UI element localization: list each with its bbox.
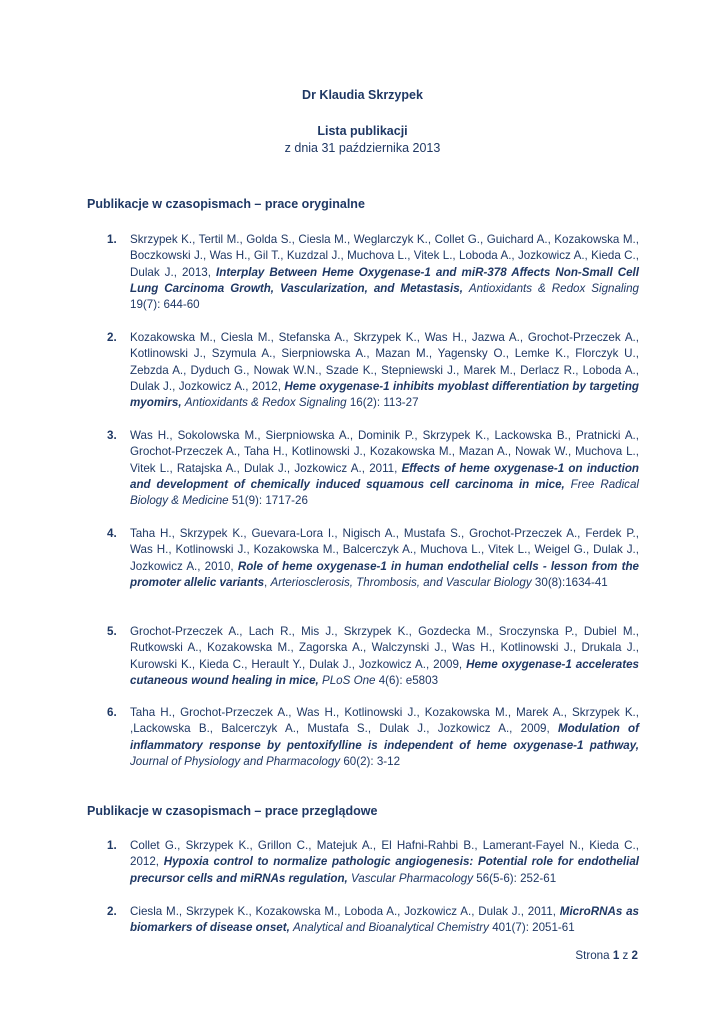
item-title: Interplay Between Heme Oxygenase-1 and miR-378 Affects Non-Small Cell Lung Carcinoma Growth, Vascularization, and Metastasis, <box>130 265 639 295</box>
item-citation: 16(2): 113-27 <box>349 396 419 410</box>
item-citation: 19(7): 644-60 <box>130 298 200 312</box>
item-title: Role of heme oxygenase-1 in human endothelial cells - lesson from the promoter allelic variants <box>130 559 640 589</box>
item-citation: 4(6): e5803 <box>378 673 439 687</box>
footer-label: Strona <box>575 949 610 962</box>
publication-item <box>107 428 639 509</box>
item-citation: 56(5-6): 252-61 <box>476 871 557 885</box>
item-number: 1. <box>107 839 117 852</box>
footer-total-pages: 2 <box>631 949 638 962</box>
author-name: Dr Klaudia Skrzypek <box>302 88 423 102</box>
item-authors: Skrzypek K., Tertil M., Golda S., Ciesla M., Weglarczyk K., Collet G., Guichard A., Kozakowska M., Boczkowski J., Was H., Gil T., Kuzdzal J., Muchova L., Vitek L., Loboda A., Jozkowicz A., Kieda C., Dulak J., 2013, <box>130 233 639 279</box>
item-title: Modulation of inflammatory response by pentoxifylline is independent of heme oxygenase-1 pathway, <box>130 722 639 752</box>
item-number: 2. <box>107 331 117 344</box>
item-citation: 401(7): 2051-61 <box>492 921 575 935</box>
item-journal: PLoS One <box>321 673 376 687</box>
item-title: Effects of heme oxygenase-1 on induction and development of chemically induced squamous cell carcinoma in mice, <box>130 461 639 491</box>
item-text <box>130 330 639 411</box>
item-journal: Free Radical Biology & Medicine <box>130 477 639 508</box>
item-number: 5. <box>107 625 117 638</box>
publication-item <box>107 838 639 887</box>
item-number: 6. <box>107 706 117 719</box>
footer-current-page: 1 <box>612 949 620 962</box>
publication-item <box>107 624 639 689</box>
item-text <box>130 624 639 689</box>
publication-item <box>107 526 639 591</box>
document-title: Lista publikacji <box>317 124 408 138</box>
item-authors: Grochot-Przeczek A., Lach R., Mis J., Skrzypek K., Gozdecka M., Sroczynska P., Dubiel M., Rutkowski A., Kozakowska M., Zagorska A., Walczynski J., Was H., Kotlinowski J., Drukala J., Kurowski K., Kieda C., Herault Y., Dulak J., Jozkowicz A., 2009, <box>130 625 639 671</box>
item-journal: Arteriosclerosis, Thrombosis, and Vascular Biology <box>270 575 532 589</box>
document-date: z dnia 31 października 2013 <box>284 141 441 155</box>
item-journal: Vascular Pharmacology <box>351 871 474 885</box>
item-text <box>130 428 639 509</box>
item-text <box>130 904 639 937</box>
item-number: 1. <box>107 233 117 246</box>
item-journal: Journal of Physiology and Pharmacology <box>130 754 341 768</box>
footer-separator: z <box>622 949 629 962</box>
publication-item <box>107 705 639 770</box>
section-heading-review: Publikacje w czasopismach – prace przeglądowe <box>87 804 378 818</box>
item-text <box>130 232 639 313</box>
item-authors: Taha H., Grochot-Przeczek A., Was H., Kotlinowski J., Kozakowska M., Marek A., Skrzypek K., ,Lackowska B., Balcerczyk A., Mustafa S., Dulak J., Jozkowicz A., 2009, <box>130 706 639 736</box>
item-journal: Antioxidants & Redox Signaling <box>184 396 347 410</box>
item-number: 4. <box>107 527 117 540</box>
item-authors: Taha H., Skrzypek K., Guevara-Lora I., Nigisch A., Mustafa S., Grochot-Przeczek A., Ferdek P., Was H., Kotlinowski J., Kozakowska M., Balcerczyk A., Muchova L., Vitek L., Weigel G., Dulak J., Jozkowicz A., 2010, <box>130 527 639 573</box>
publication-item <box>107 904 639 937</box>
item-text <box>130 705 639 770</box>
item-authors: Kozakowska M., Ciesla M., Stefanska A., Skrzypek K., Was H., Jazwa A., Grochot-Przeczek A., Kotlinowski J., Szymula A., Sierpniowska A., Mazan M., Yagensky O., Lemke K., Florczyk U., Zebzda A., Dyduch G., Nowak W.N., Szade K., Stepniewski J., Marek M., Derlacz R., Loboda A., Dulak J., Jozkowicz A., 2012, <box>130 331 639 393</box>
item-citation: 51(9): 1717-26 <box>231 494 308 508</box>
item-journal: Antioxidants & Redox Signaling <box>468 281 639 295</box>
item-title: Hypoxia control to normalize pathologic angiogenesis: Potential role for endothelial precursor cells and miRNAs regulation, <box>130 855 639 885</box>
item-title: Heme oxygenase-1 inhibits myoblast differentiation by targeting myomirs, <box>130 379 639 410</box>
item-text: Taha H., Skrzypek K., Guevara-Lora I., Nigisch A., Mustafa S., Grochot-Przeczek A., Ferdek P., Was H., Kotlinowski J., Kozakowska M., Balcerczyk A., Muchova L., Vitek L., Weigel G., Dulak J., Jozkowicz A., 2010, Role of heme oxygenase-1 in human endothelial cells - lesson from the promoter allelic variants, Arteriosclerosis, Thrombosis, and Vascular Biology 30(8):1634-41 <box>130 527 640 589</box>
item-number: 2. <box>107 905 117 918</box>
item-authors: Ciesla M., Skrzypek K., Kozakowska M., Loboda A., Jozkowicz A., Dulak J., 2011, <box>130 905 556 918</box>
item-title: MicroRNAs as biomarkers of disease onset, <box>130 905 639 935</box>
item-citation: 60(2): 3-12 <box>343 754 401 768</box>
publication-item <box>107 330 639 411</box>
page-footer <box>575 949 638 962</box>
item-authors: Collet G., Skrzypek K., Grillon C., Matejuk A., El Hafni-Rahbi B., Lamerant-Fayel N., Kieda C., 2012, <box>130 839 639 869</box>
item-number: 3. <box>107 429 117 442</box>
item-authors: Was H., Sokolowska M., Sierpniowska A., Dominik P., Skrzypek K., Lackowska B., Pratnicki A., Grochot-Przeczek A., Taha H., Kotlinowski J., Kozakowska M., Mazan A., Nowak W., Muchova L., Vitek L., Ratajska A., Dulak J., Jozkowicz A., 2011, <box>130 429 639 475</box>
item-journal: Analytical and Bioanalytical Chemistry <box>293 921 489 935</box>
item-text <box>130 838 639 887</box>
publication-item <box>107 232 639 313</box>
item-citation: 30(8):1634-41 <box>534 575 608 589</box>
section-heading-original: Publikacje w czasopismach – prace oryginalne <box>87 197 365 211</box>
item-title: Heme oxygenase-1 accelerates cutaneous wound healing in mice, <box>130 657 639 687</box>
